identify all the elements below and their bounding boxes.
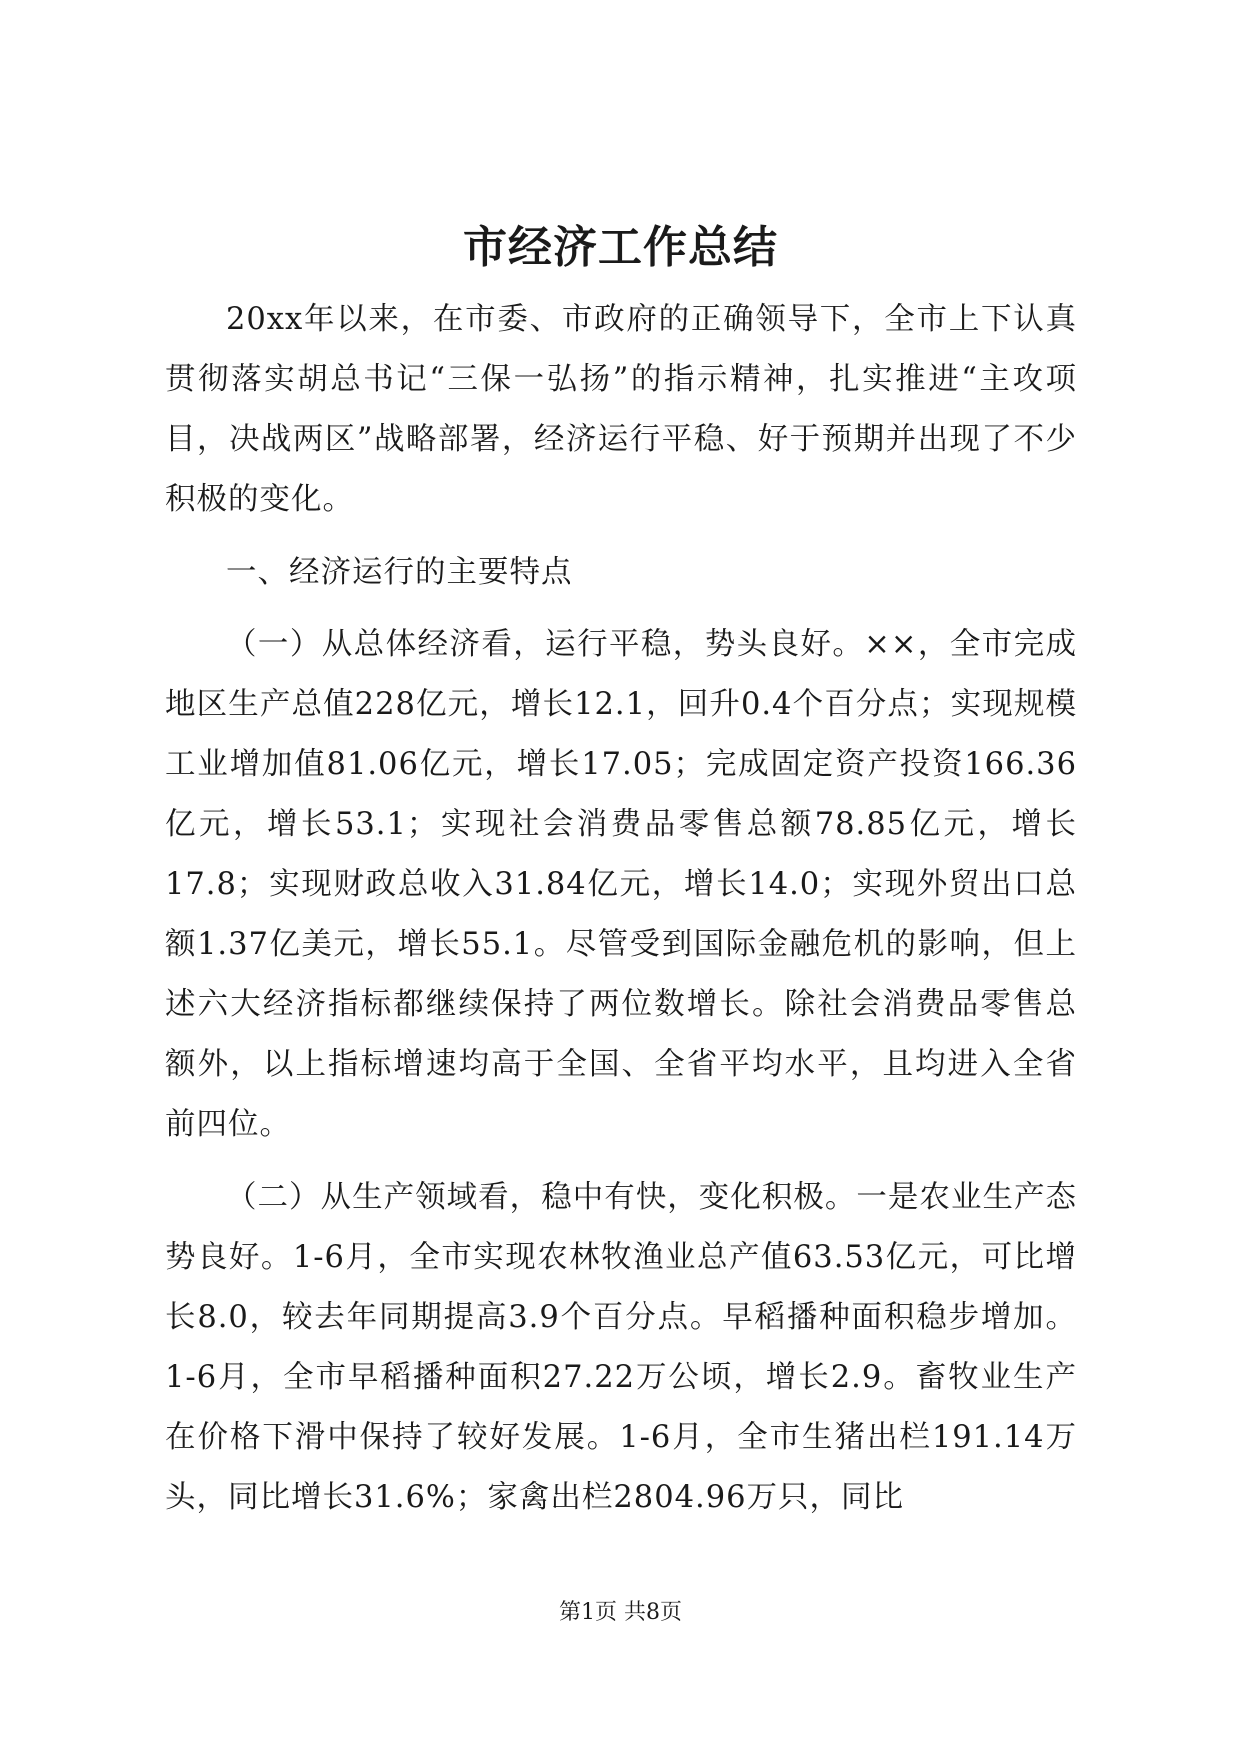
section-heading: 一、经济运行的主要特点 xyxy=(226,555,573,590)
document-title: 市经济工作总结 xyxy=(463,222,778,273)
paragraph-production: （二）从生产领域看，稳中有快，变化积极。一是农业生产态势良好。1-6月，全市实现农林牧渔业总产值63.53亿元，可比增长8.0，较去年同期提高3.9个百分点。早稻播种面积稳步增加。1-6月，全市早稻播种面积27.22万公顷，增长2.9。畜牧业生产在价格下滑中保持了较好发展。1-6月，全市生猪出栏191.14万头，同比增长31.6%；家禽出栏2804.96万只，同比 xyxy=(165,1180,1077,1515)
document-body xyxy=(165,290,1077,1541)
paragraph-overall-economy: （一）从总体经济看，运行平稳，势头良好。××，全市完成地区生产总值228亿元，增长12.1，回升0.4个百分点；实现规模工业增加值81.06亿元，增长17.05；完成固定资产投资166.36亿元，增长53.1；实现社会消费品零售总额78.85亿元，增长17.8；实现财政总收入31.84亿元，增长14.0；实现外贸出口总额1.37亿美元，增长55.1。尽管受到国际金融危机的影响，但上述六大经济指标都继续保持了两位数增长。除社会消费品零售总额外，以上指标增速均高于全国、全省平均水平，且均进入全省前四位。 xyxy=(165,627,1077,1142)
paragraph-intro: 20xx年以来，在市委、市政府的正确领导下，全市上下认真贯彻落实胡总书记“三保一弘扬”的指示精神，扎实推进“主攻项目，决战两区”战略部署，经济运行平稳、好于预期并出现了不少积极的变化。 xyxy=(165,302,1077,517)
page-footer: 第1页 共8页 xyxy=(559,1600,682,1625)
